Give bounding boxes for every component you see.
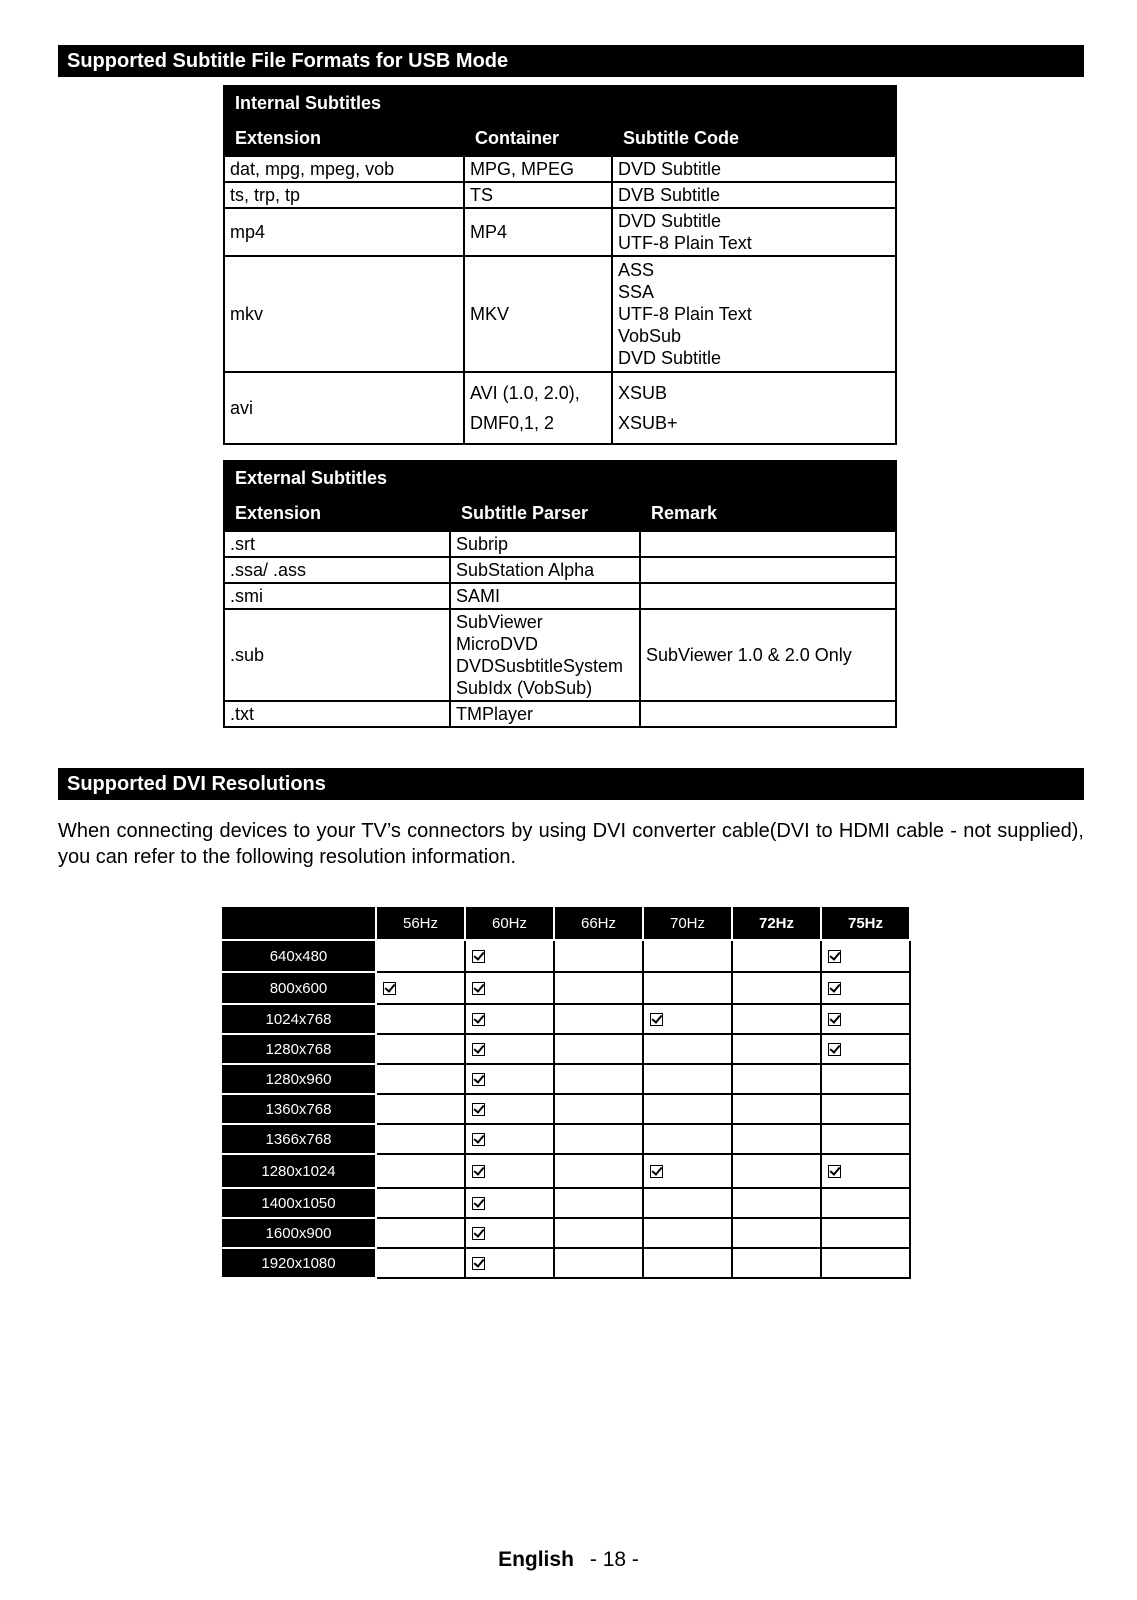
- checked-box-icon: [472, 1165, 485, 1178]
- support-cell: [821, 972, 910, 1004]
- table-row: [224, 583, 896, 609]
- external-subtitles-caption: External Subtitles: [224, 461, 896, 495]
- resolution-label: 1920x1080: [221, 1248, 376, 1278]
- support-cell: [643, 940, 732, 972]
- support-cell: [554, 1154, 643, 1188]
- column-header: Container: [464, 120, 612, 156]
- parser-cell-line: SubIdx (VobSub): [456, 678, 593, 698]
- remark-cell: [640, 557, 896, 583]
- remark-cell: [640, 531, 896, 557]
- support-cell: [732, 1124, 821, 1154]
- extension-cell: .sub: [224, 609, 450, 701]
- parser-cell: [450, 557, 640, 583]
- dvi-resolution-table: [220, 905, 911, 1279]
- column-header: Extension: [224, 120, 464, 156]
- support-cell: [554, 1004, 643, 1034]
- subtitle-code-cell-line: ASS: [618, 260, 655, 280]
- checked-box-icon: [472, 1103, 485, 1116]
- parser-cell: [450, 531, 640, 557]
- table-row: [221, 1124, 910, 1154]
- checked-box-icon: [650, 1013, 663, 1026]
- support-cell: [643, 1248, 732, 1278]
- support-cell: [554, 972, 643, 1004]
- support-cell: [465, 1034, 554, 1064]
- table-row: [221, 1034, 910, 1064]
- container-cell: [464, 156, 612, 182]
- checked-box-icon: [383, 982, 396, 995]
- support-cell: [376, 1124, 465, 1154]
- support-cell: [465, 1218, 554, 1248]
- checked-box-icon: [472, 1133, 485, 1146]
- support-cell: [732, 1034, 821, 1064]
- container-cell-line: AVI (1.0, 2.0),: [470, 383, 580, 403]
- resolution-label: 800x600: [221, 972, 376, 1004]
- subtitle-code-cell-line: UTF-8 Plain Text: [618, 304, 752, 324]
- support-cell: [376, 1034, 465, 1064]
- resolution-label: 1024x768: [221, 1004, 376, 1034]
- extension-cell: .txt: [224, 701, 450, 727]
- support-cell: [376, 1004, 465, 1034]
- support-cell: [732, 1218, 821, 1248]
- checked-box-icon: [472, 1073, 485, 1086]
- subtitle-code-cell: [612, 372, 896, 444]
- support-cell: [376, 1154, 465, 1188]
- parser-cell-line: SubStation Alpha: [456, 560, 595, 580]
- support-cell: [732, 1004, 821, 1034]
- extension-cell: .smi: [224, 583, 450, 609]
- checked-box-icon: [472, 950, 485, 963]
- support-cell: [465, 1064, 554, 1094]
- support-cell: [821, 1218, 910, 1248]
- support-cell: [376, 1188, 465, 1218]
- support-cell: [643, 1034, 732, 1064]
- frequency-header: 72Hz: [732, 906, 821, 940]
- support-cell: [821, 1004, 910, 1034]
- subtitle-code-cell-line: DVD Subtitle: [618, 159, 722, 179]
- parser-cell-line: SAMI: [456, 586, 501, 606]
- support-cell: [643, 1004, 732, 1034]
- column-header: Remark: [640, 495, 896, 531]
- page-footer: [0, 1548, 1137, 1572]
- checked-box-icon: [472, 1257, 485, 1270]
- container-cell-line: DMF0,1, 2: [470, 413, 555, 433]
- container-cell: [464, 256, 612, 372]
- container-cell-line: MP4: [470, 222, 508, 242]
- parser-cell-line: DVDSusbtitleSystem: [456, 656, 624, 676]
- checked-box-icon: [472, 1227, 485, 1240]
- support-cell: [732, 1094, 821, 1124]
- footer-language: English: [498, 1548, 574, 1571]
- support-cell: [821, 1188, 910, 1218]
- subtitle-code-cell-line: DVD Subtitle: [618, 348, 722, 368]
- parser-cell: [450, 583, 640, 609]
- container-cell-line: TS: [470, 185, 494, 205]
- subtitle-code-cell: [612, 182, 896, 208]
- support-cell: [376, 972, 465, 1004]
- table-row: [221, 1004, 910, 1034]
- table-row: [224, 609, 896, 701]
- page-number: - 18 -: [589, 1548, 639, 1571]
- support-cell: [643, 1094, 732, 1124]
- container-cell: [464, 208, 612, 256]
- checked-box-icon: [472, 1013, 485, 1026]
- support-cell: [554, 940, 643, 972]
- column-header: Subtitle Code: [612, 120, 896, 156]
- support-cell: [554, 1248, 643, 1278]
- extension-cell: .ssa/ .ass: [224, 557, 450, 583]
- parser-cell: [450, 701, 640, 727]
- support-cell: [732, 1248, 821, 1278]
- support-cell: [376, 1094, 465, 1124]
- parser-cell-line: TMPlayer: [456, 704, 534, 724]
- table-row: [221, 940, 910, 972]
- support-cell: [821, 1064, 910, 1094]
- resolution-label: 1280x960: [221, 1064, 376, 1094]
- table-row: [224, 372, 896, 444]
- subtitle-code-cell-line: DVB Subtitle: [618, 185, 721, 205]
- support-cell: [732, 1188, 821, 1218]
- internal-subtitles-caption: Internal Subtitles: [224, 86, 896, 120]
- resolution-label: 1280x1024: [221, 1154, 376, 1188]
- column-header: Subtitle Parser: [450, 495, 640, 531]
- support-cell: [465, 1124, 554, 1154]
- usb-subtitle-section-title: Supported Subtitle File Formats for USB Mode: [58, 45, 1084, 77]
- table-row: [224, 256, 896, 372]
- support-cell: [465, 1248, 554, 1278]
- extension-cell: ts, trp, tp: [224, 182, 464, 208]
- support-cell: [554, 1218, 643, 1248]
- subtitle-code-cell-line: XSUB: [618, 383, 668, 403]
- subtitle-code-cell-line: VobSub: [618, 326, 682, 346]
- extension-cell: dat, mpg, mpeg, vob: [224, 156, 464, 182]
- support-cell: [465, 1094, 554, 1124]
- table-row: [221, 1154, 910, 1188]
- dvi-header-row: [221, 906, 910, 940]
- checked-box-icon: [650, 1165, 663, 1178]
- support-cell: [732, 940, 821, 972]
- subtitle-code-cell: [612, 256, 896, 372]
- support-cell: [821, 1094, 910, 1124]
- support-cell: [554, 1188, 643, 1218]
- remark-cell: [640, 701, 896, 727]
- extension-cell: avi: [224, 372, 464, 444]
- resolution-label: 1400x1050: [221, 1188, 376, 1218]
- subtitle-code-cell-line: DVD Subtitle: [618, 211, 722, 231]
- extension-cell: mp4: [224, 208, 464, 256]
- checked-box-icon: [472, 982, 485, 995]
- support-cell: [821, 940, 910, 972]
- support-cell: [554, 1124, 643, 1154]
- support-cell: [465, 940, 554, 972]
- extension-cell: mkv: [224, 256, 464, 372]
- external-subtitles-table: [223, 460, 897, 728]
- subtitle-code-cell-line: SSA: [618, 282, 655, 302]
- support-cell: [376, 1248, 465, 1278]
- table-row: [224, 531, 896, 557]
- subtitle-code-cell: [612, 208, 896, 256]
- checked-box-icon: [828, 1043, 841, 1056]
- support-cell: [643, 972, 732, 1004]
- container-cell: [464, 372, 612, 444]
- table-row: [221, 972, 910, 1004]
- column-header: Extension: [224, 495, 450, 531]
- checked-box-icon: [828, 1013, 841, 1026]
- checked-box-icon: [472, 1043, 485, 1056]
- subtitle-code-cell-line: UTF-8 Plain Text: [618, 233, 752, 253]
- resolution-label: 1600x900: [221, 1218, 376, 1248]
- support-cell: [643, 1124, 732, 1154]
- resolution-label: 1360x768: [221, 1094, 376, 1124]
- support-cell: [554, 1034, 643, 1064]
- support-cell: [376, 1218, 465, 1248]
- table-row: [224, 208, 896, 256]
- subtitle-code-cell: [612, 156, 896, 182]
- support-cell: [465, 1004, 554, 1034]
- table-row: [221, 1094, 910, 1124]
- corner-cell: [221, 906, 376, 940]
- support-cell: [376, 940, 465, 972]
- support-cell: [643, 1188, 732, 1218]
- table-row: [221, 1064, 910, 1094]
- support-cell: [732, 1154, 821, 1188]
- subtitle-code-cell-line: XSUB+: [618, 413, 678, 433]
- parser-cell: [450, 609, 640, 701]
- frequency-header: 75Hz: [821, 906, 910, 940]
- container-cell-line: MKV: [470, 304, 510, 324]
- support-cell: [376, 1064, 465, 1094]
- support-cell: [643, 1154, 732, 1188]
- support-cell: [465, 1188, 554, 1218]
- checked-box-icon: [472, 1197, 485, 1210]
- support-cell: [554, 1094, 643, 1124]
- checked-box-icon: [828, 950, 841, 963]
- table-row: [221, 1188, 910, 1218]
- container-cell-line: MPG, MPEG: [470, 159, 575, 179]
- parser-cell-line: Subrip: [456, 534, 509, 554]
- checked-box-icon: [828, 982, 841, 995]
- support-cell: [643, 1218, 732, 1248]
- frequency-header: 70Hz: [643, 906, 732, 940]
- table-row: [224, 182, 896, 208]
- remark-cell: [640, 583, 896, 609]
- table-row: [224, 701, 896, 727]
- frequency-header: 60Hz: [465, 906, 554, 940]
- resolution-label: 640x480: [221, 940, 376, 972]
- table-row: [224, 156, 896, 182]
- parser-cell-line: SubViewer: [456, 612, 543, 632]
- table-row: [221, 1248, 910, 1278]
- frequency-header: 66Hz: [554, 906, 643, 940]
- internal-subtitles-table: [223, 85, 897, 445]
- support-cell: [732, 972, 821, 1004]
- support-cell: [821, 1248, 910, 1278]
- extension-cell: .srt: [224, 531, 450, 557]
- dvi-description: When connecting devices to your TV’s connectors by using DVI converter cable(DVI to HDMI cable - not supplied), you can refer to the following resolution information.: [58, 820, 1084, 868]
- table-row: [221, 1218, 910, 1248]
- resolution-label: 1366x768: [221, 1124, 376, 1154]
- support-cell: [465, 972, 554, 1004]
- support-cell: [465, 1154, 554, 1188]
- support-cell: [554, 1064, 643, 1094]
- frequency-header: 56Hz: [376, 906, 465, 940]
- remark-cell: SubViewer 1.0 & 2.0 Only: [640, 609, 896, 701]
- checked-box-icon: [828, 1165, 841, 1178]
- dvi-section-title: Supported DVI Resolutions: [58, 768, 1084, 800]
- support-cell: [821, 1034, 910, 1064]
- support-cell: [821, 1154, 910, 1188]
- resolution-label: 1280x768: [221, 1034, 376, 1064]
- support-cell: [732, 1064, 821, 1094]
- parser-cell-line: MicroDVD: [456, 634, 539, 654]
- container-cell: [464, 182, 612, 208]
- table-row: [224, 557, 896, 583]
- support-cell: [643, 1064, 732, 1094]
- support-cell: [821, 1124, 910, 1154]
